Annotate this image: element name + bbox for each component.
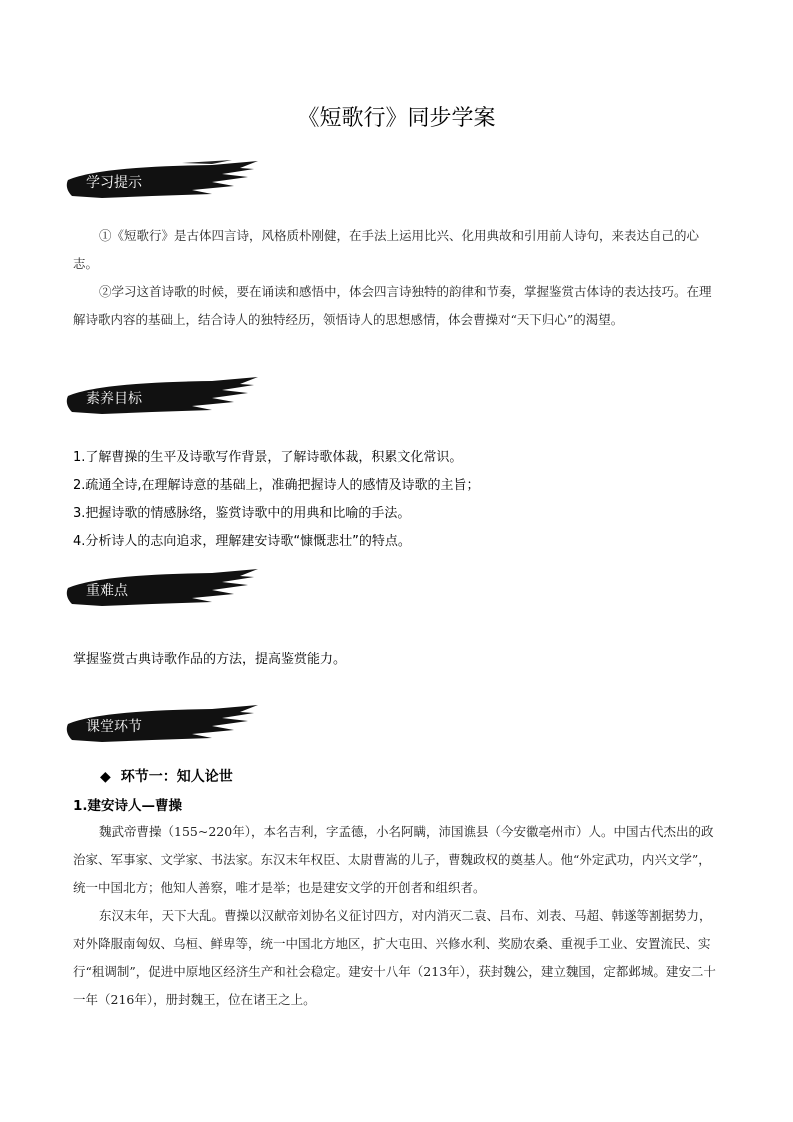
step-heading: [100, 766, 233, 786]
bio-text-1: 魏武帝曹操（155~220年），本名吉利，字孟德，小名阿瞒，沛国谯县（今安徽亳州市）人。中国古代杰出的政治家、军事家、文学家、书法家。东汉末年权臣、太尉曹嵩的儿子，曹魏政权的奠基人。他“外定武功，内兴文学”，统一中国北方；他知人善察，唯才是举；也是建安文学的开创者和组织者。: [73, 824, 714, 895]
tips-paragraph-1: [73, 222, 723, 334]
subsection-heading: 1.建安诗人—曹操: [73, 798, 183, 814]
step-title: 环节一：知人论世: [120, 769, 233, 785]
goal-item-1: 1.了解曹操的生平及诗歌写作背景，了解诗歌体裁，积累文化常识。: [73, 450, 463, 465]
section-label: 素养目标: [86, 391, 142, 407]
goal-item-3: 3.把握诗歌的情感脉络，鉴赏诗歌中的用典和比喻的手法。: [73, 506, 411, 521]
section-banner-class: [62, 704, 262, 748]
page-title: 《短歌行》同步学案: [297, 106, 496, 131]
section-banner-tips: [62, 160, 262, 204]
goal-item-2: 2.疏通全诗,在理解诗意的基础上，准确把握诗人的感情及诗歌的主旨；: [73, 478, 480, 493]
section-banner-goals: [62, 376, 262, 420]
bio-paragraphs: [73, 818, 723, 1014]
goal-item-4: 4.分析诗人的志向追求，理解建安诗歌“慷慨悲壮”的特点。: [73, 534, 411, 549]
diamond-bullet-icon: ◆: [100, 769, 111, 785]
tips-text-1: ①《短歌行》是古体四言诗，风格质朴刚健，在手法上运用比兴、化用典故和引用前人诗句，来表达自己的心志。: [73, 228, 700, 271]
section-label: 重难点: [86, 583, 128, 599]
section-label: 课堂环节: [86, 719, 142, 735]
bio-text-2: 东汉末年，天下大乱。曹操以汉献帝刘协名义征讨四方，对内消灭二袁、吕布、刘表、马超、韩遂等割据势力，对外降服南匈奴、乌桓、鲜卑等，统一中国北方地区，扩大屯田、兴修水利、奖励农桑、重视手工业、安置流民、实行“租调制”，促进中原地区经济生产和社会稳定。建安十八年（213年），获封魏公，建立魏国，定都邺城。建安二十一年（216年），册封魏王，位在诸王之上。: [73, 908, 716, 1007]
section-label: 学习提示: [86, 175, 142, 191]
key-point-text: 掌握鉴赏古典诗歌作品的方法，提高鉴赏能力。: [73, 652, 347, 667]
tips-text-2: ②学习这首诗歌的时候，要在诵读和感悟中，体会四言诗独特的韵律和节奏，掌握鉴赏古体诗的表达技巧。在理解诗歌内容的基础上，结合诗人的独特经历，领悟诗人的思想感情，体会曹操对“天下归心”的渴望。: [73, 284, 712, 327]
section-banner-key: [62, 568, 262, 612]
